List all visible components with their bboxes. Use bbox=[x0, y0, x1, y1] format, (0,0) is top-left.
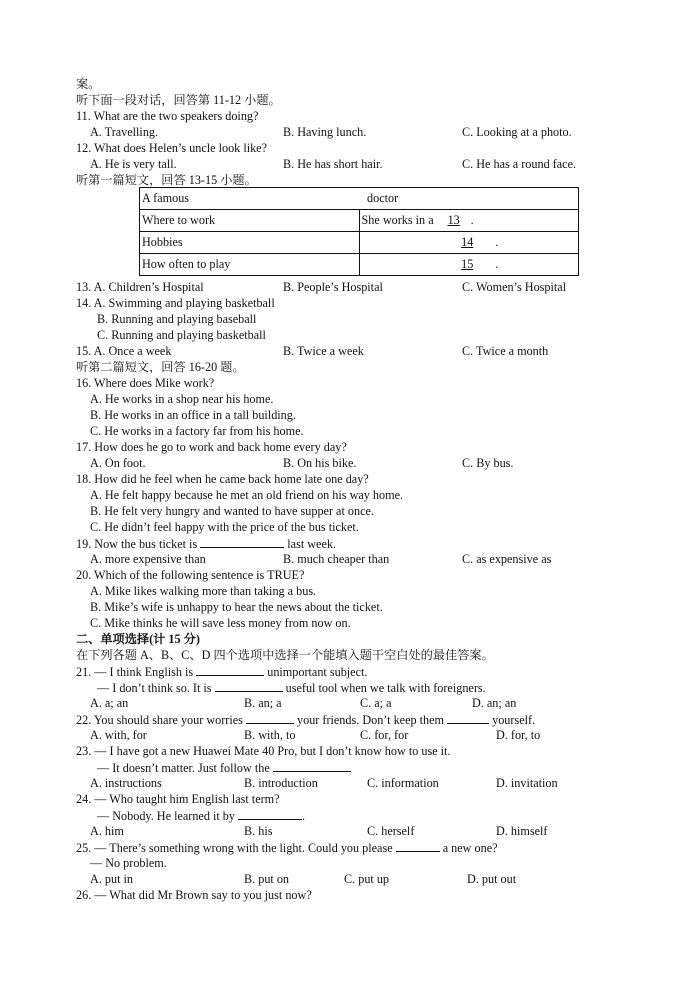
q22-option-d: D. for, to bbox=[496, 728, 541, 742]
q19-option-a: A. more expensive than bbox=[90, 552, 206, 566]
q20-option-b: B. Mike’s wife is unhappy to hear the news about the ticket. bbox=[90, 600, 383, 614]
table-cell-label: Hobbies bbox=[140, 232, 360, 254]
q21-option-d: D. an; an bbox=[472, 696, 517, 710]
q24-line1: 24. — Who taught him English last term? bbox=[76, 792, 280, 806]
answer-blank bbox=[246, 711, 294, 724]
q25-line1: 25. — There’s something wrong with the light. Could you please a new one? bbox=[76, 841, 498, 855]
q25-option-c: C. put up bbox=[344, 872, 390, 886]
table-row bbox=[140, 254, 579, 276]
q21-option-a: A. a; an bbox=[90, 696, 129, 710]
section2-instructions: 在下列各题 A、B、C、D 四个选项中选择一个能填入题干空白处的最佳答案。 bbox=[76, 648, 494, 662]
q20-option-c: C. Mike thinks he will save less money from now on. bbox=[90, 616, 351, 630]
q24-line2: — Nobody. He learned it by . bbox=[97, 809, 306, 823]
q22-stem: 22. You should share your worries your friends. Don’t keep them yourself. bbox=[76, 713, 536, 727]
section-passage2-heading: 听第二篇短文，回答 16-20 题。 bbox=[76, 360, 245, 374]
q25-line2: — No problem. bbox=[90, 856, 167, 870]
q21-line1: 21. — I think English is unimportant subject. bbox=[76, 665, 368, 679]
q12-option-c: C. He has a round face. bbox=[462, 157, 577, 171]
answer-blank bbox=[200, 535, 284, 548]
q23-option-b: B. introduction bbox=[244, 776, 318, 790]
q18-option-a: A. He felt happy because he met an old friend on his way home. bbox=[90, 488, 404, 502]
q24-option-a: A. him bbox=[90, 824, 124, 838]
q16-option-c: C. He works in a factory far from his home. bbox=[90, 424, 304, 438]
q26-line1: 26. — What did Mr Brown say to you just now? bbox=[76, 888, 312, 902]
answer-blank bbox=[215, 679, 283, 692]
q16-stem: 16. Where does Mike work? bbox=[76, 376, 215, 390]
table-cell-label: Where to work bbox=[140, 210, 360, 232]
answer-blank bbox=[447, 711, 489, 724]
q25-option-b: B. put on bbox=[244, 872, 290, 886]
blank-15: 15 bbox=[461, 257, 474, 271]
q24-option-b: B. his bbox=[244, 824, 273, 838]
q19-stem: 19. Now the bus ticket is last week. bbox=[76, 537, 337, 551]
q16-option-b: B. He works in an office in a tall building. bbox=[90, 408, 296, 422]
section-passage1-heading: 听第一篇短文，回答 13-15 小题。 bbox=[76, 173, 257, 187]
section-dialog-heading: 听下面一段对话，回答第 11-12 小题。 bbox=[76, 93, 281, 107]
q14-option-a: 14. A. Swimming and playing basketball bbox=[76, 296, 275, 310]
q12-option-a: A. He is very tall. bbox=[90, 157, 177, 171]
passage1-table bbox=[139, 187, 579, 276]
table-cell-answer: 14 . bbox=[359, 232, 579, 254]
q14-option-b: B. Running and playing baseball bbox=[97, 312, 257, 326]
q18-option-b: B. He felt very hungry and wanted to have supper at once. bbox=[90, 504, 374, 518]
q23-option-c: C. information bbox=[367, 776, 439, 790]
q18-option-c: C. He didn’t feel happy with the price of the bus ticket. bbox=[90, 520, 359, 534]
q12-stem: 12. What does Helen’s uncle look like? bbox=[76, 141, 268, 155]
q15-option-c: C. Twice a month bbox=[462, 344, 549, 358]
q24-option-c: C. herself bbox=[367, 824, 415, 838]
q11-option-b: B. Having lunch. bbox=[283, 125, 367, 139]
q20-stem: 20. Which of the following sentence is TRUE? bbox=[76, 568, 305, 582]
answer-blank bbox=[273, 759, 351, 772]
q17-stem: 17. How does he go to work and back home every day? bbox=[76, 440, 347, 454]
answer-blank bbox=[196, 663, 264, 676]
q16-option-a: A. He works in a shop near his home. bbox=[90, 392, 274, 406]
table-header-left: A famous bbox=[140, 188, 360, 210]
q25-option-d: D. put out bbox=[467, 872, 517, 886]
q15-option-a: 15. A. Once a week bbox=[76, 344, 172, 358]
q19-option-b: B. much cheaper than bbox=[283, 552, 390, 566]
q20-option-a: A. Mike likes walking more than taking a bus. bbox=[90, 584, 317, 598]
blank-14: 14 bbox=[461, 235, 474, 249]
q24-option-d: D. himself bbox=[496, 824, 548, 838]
top-fragment: 案。 bbox=[76, 77, 101, 91]
answer-blank bbox=[396, 839, 440, 852]
q23-option-a: A. instructions bbox=[90, 776, 162, 790]
table-row bbox=[140, 188, 579, 210]
q13-option-a: 13. A. Children’s Hospital bbox=[76, 280, 204, 294]
q11-stem: 11. What are the two speakers doing? bbox=[76, 109, 259, 123]
q21-line2: — I don’t think so. It is useful tool when we talk with foreigners. bbox=[97, 681, 486, 695]
table-row bbox=[140, 232, 579, 254]
q11-option-c: C. Looking at a photo. bbox=[462, 125, 572, 139]
q11-option-a: A. Travelling. bbox=[90, 125, 159, 139]
q22-option-c: C. for, for bbox=[360, 728, 409, 742]
q21-option-b: B. an; a bbox=[244, 696, 282, 710]
q14-option-c: C. Running and playing basketball bbox=[97, 328, 266, 342]
q22-option-a: A. with, for bbox=[90, 728, 147, 742]
table-cell-answer: She works in a 13 . bbox=[359, 210, 579, 232]
q23-option-d: D. invitation bbox=[496, 776, 558, 790]
q19-option-c: C. as expensive as bbox=[462, 552, 552, 566]
q17-option-b: B. On his bike. bbox=[283, 456, 357, 470]
table-cell-answer: 15 . bbox=[359, 254, 579, 276]
section2-title: 二、单项选择(计 15 分) bbox=[76, 632, 200, 646]
blank-13: 13 bbox=[447, 213, 460, 227]
q17-option-c: C. By bus. bbox=[462, 456, 514, 470]
table-header-right: doctor bbox=[359, 188, 579, 210]
q22-option-b: B. with, to bbox=[244, 728, 296, 742]
q23-line1: 23. — I have got a new Huawei Mate 40 Pro, but I don’t know how to use it. bbox=[76, 744, 451, 758]
answer-blank bbox=[238, 807, 302, 820]
q13-option-b: B. People’s Hospital bbox=[283, 280, 383, 294]
q25-option-a: A. put in bbox=[90, 872, 133, 886]
q17-option-a: A. On foot. bbox=[90, 456, 146, 470]
q15-option-b: B. Twice a week bbox=[283, 344, 364, 358]
q12-option-b: B. He has short hair. bbox=[283, 157, 383, 171]
q23-line2: — It doesn’t matter. Just follow the bbox=[97, 759, 351, 776]
q13-option-c: C. Women’s Hospital bbox=[462, 280, 567, 294]
table-row bbox=[140, 210, 579, 232]
q18-stem: 18. How did he feel when he came back home late one day? bbox=[76, 472, 369, 486]
table-cell-label: How often to play bbox=[140, 254, 360, 276]
q21-option-c: C. a; a bbox=[360, 696, 392, 710]
